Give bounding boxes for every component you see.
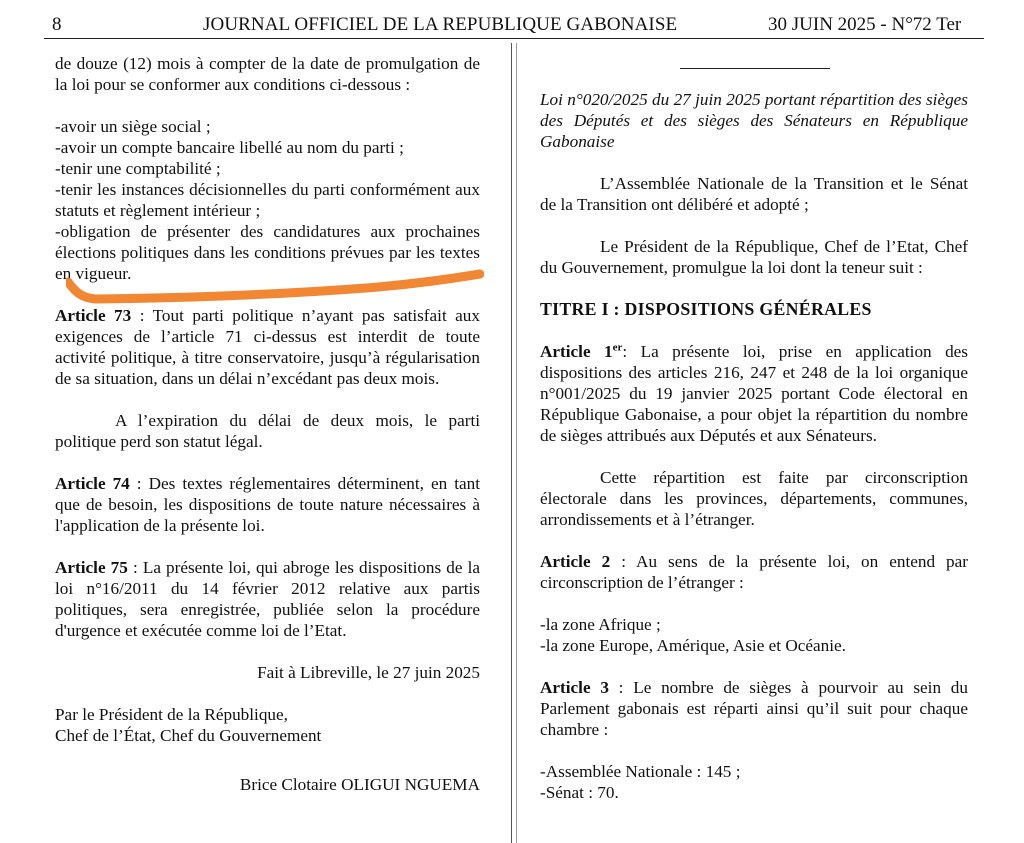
article-74 xyxy=(55,473,480,536)
article-text: : La présente loi, qui abroge les dispositions de la loi n°16/2011 du 14 février 2012 relative aux partis politiques, sera enregistrée, publiée selon la procédure d'urgence et exécutée comme loi de l’Etat. xyxy=(55,558,480,640)
signatory-name: Brice Clotaire OLIGUI NGUEMA xyxy=(239,775,480,794)
article-75 xyxy=(55,557,480,641)
article-text: : Au sens de la présente loi, on entend par circonscription de l’étranger : xyxy=(540,552,968,592)
article-1-paragraph-2: Cette répartition est faite par circonscription électorale dans les provinces, départements, communes, arrondissements et à l’étranger. xyxy=(540,468,968,529)
article-text: : La présente loi, prise en application des dispositions des articles 216, 247 et 248 de la loi organique n°001/2025 du 19 janvier 2025 portant Code électoral en République Gabonaise, a pour objet la répartition du nombre de sièges attribués aux Députés et aux Sénateurs. xyxy=(540,342,968,445)
article-text: : Des textes réglementaires déterminent, en tant que de besoin, les dispositions de toute nature nécessaires à l'application de la présente loi. xyxy=(55,474,480,535)
article-label: Article 74 xyxy=(55,474,130,493)
condition-item: -obligation de présenter des candidatures aux prochaines élections politiques dans les conditions prévues par les textes en vigueur. xyxy=(55,222,480,283)
zone-item: -la zone Afrique ; xyxy=(540,615,661,634)
condition-item: -tenir les instances décisionnelles du parti conformément aux statuts et règlement intérieur ; xyxy=(55,180,480,220)
column-divider-inner xyxy=(516,43,517,843)
zone-item: -la zone Europe, Amérique, Asie et Océanie. xyxy=(540,636,846,655)
journal-title: JOURNAL OFFICIEL DE LA REPUBLIQUE GABONAISE xyxy=(203,14,678,35)
condition-item: -avoir un siège social ; xyxy=(55,117,211,136)
article-sup: er xyxy=(612,341,623,354)
preamble-paragraph: Le Président de la République, Chef de l’Etat, Chef du Gouvernement, promulgue la loi dont la teneur suit : xyxy=(540,237,968,277)
seat-item: -Sénat : 70. xyxy=(540,783,619,802)
article-text: : Le nombre de sièges à pourvoir au sein du Parlement gabonais est réparti ainsi qu’il suit pour chaque chambre : xyxy=(540,678,968,739)
signature-line: Chef de l’État, Chef du Gouvernement xyxy=(55,726,322,745)
fait-a: Fait à Libreville, le 27 juin 2025 xyxy=(257,663,480,682)
intro-text: de douze (12) mois à compter de la date de promulgation de la loi pour se conformer aux conditions ci-dessous : xyxy=(55,54,480,94)
right-column xyxy=(540,53,968,803)
condition-item: -avoir un compte bancaire libellé au nom du parti ; xyxy=(55,138,404,157)
highlight-stroke xyxy=(66,268,484,308)
left-column xyxy=(55,53,480,795)
article-label: Article 1 xyxy=(540,342,613,361)
article-label: Article 3 xyxy=(540,678,609,697)
article-1 xyxy=(540,341,968,446)
titre-heading: TITRE I : DISPOSITIONS GÉNÉRALES xyxy=(540,299,872,319)
header-rule xyxy=(44,38,984,39)
column-divider xyxy=(511,43,512,843)
article-text: : Tout parti politique n’ayant pas satisfait aux exigences de l’article 71 ci-dessus est interdit de toute activité politique, à titre conservatoire, jusqu’à régularisation de sa situation, dans un délai n’excédant pas deux mois. xyxy=(55,306,480,388)
signature-line: Par le Président de la République, xyxy=(55,705,288,724)
seat-item: -Assemblée Nationale : 145 ; xyxy=(540,762,741,781)
article-label: Article 75 xyxy=(55,558,128,577)
article-73 xyxy=(55,305,480,389)
page-number: 8 xyxy=(52,14,62,35)
section-separator xyxy=(680,68,830,69)
issue-date: 30 JUIN 2025 - N°72 Ter xyxy=(768,14,962,35)
article-2 xyxy=(540,551,968,593)
preamble-paragraph: L’Assemblée Nationale de la Transition et le Sénat de la Transition ont délibéré et adopté ; xyxy=(540,174,968,214)
article-label: Article 2 xyxy=(540,552,611,571)
article-3 xyxy=(540,677,968,740)
article-label: Article 73 xyxy=(55,306,132,325)
page-header xyxy=(0,0,1024,40)
article-73-paragraph-2: A l’expiration du délai de deux mois, le parti politique perd son statut légal. xyxy=(55,411,480,451)
condition-item: -tenir une comptabilité ; xyxy=(55,159,221,178)
law-title: Loi n°020/2025 du 27 juin 2025 portant répartition des sièges des Députés et des sièges des Sénateurs en République Gabonaise xyxy=(540,90,968,151)
